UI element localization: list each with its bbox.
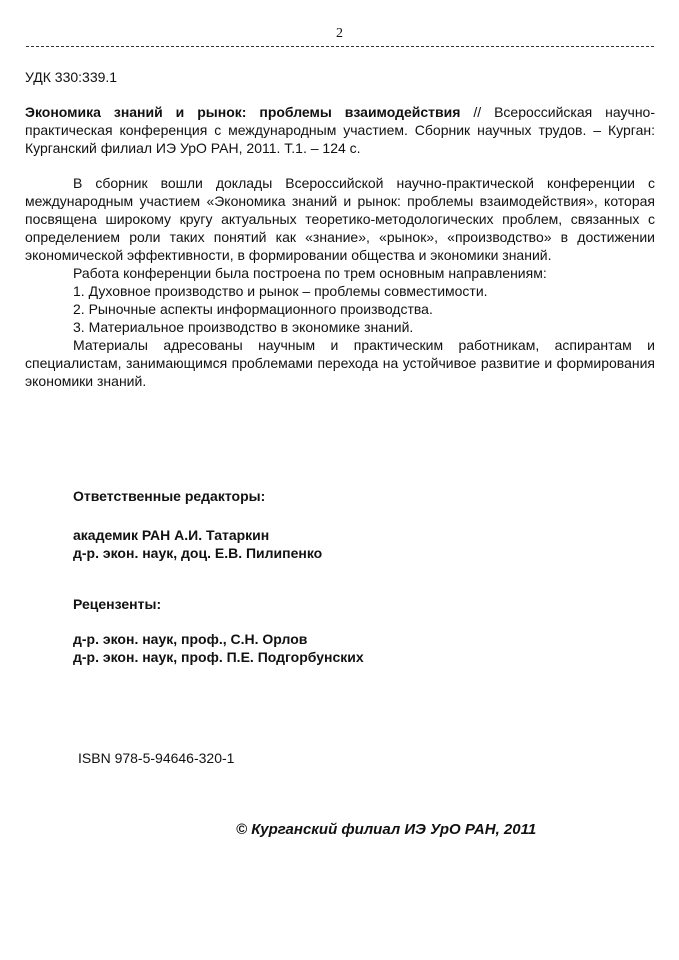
abstract — [25, 174, 655, 390]
direction-item-2: 2. Рыночные аспекты информационного производства. — [73, 301, 433, 317]
editors-heading: Ответственные редакторы: — [73, 488, 266, 504]
editors-list — [73, 526, 322, 562]
reviewers-list — [73, 630, 364, 666]
editor-name: д-р. экон. наук, доц. Е.В. Пилипенко — [73, 545, 323, 561]
bibliographic-citation — [25, 103, 655, 157]
direction-item-3: 3. Материальное производство в экономике знаний. — [73, 319, 414, 335]
reviewer-name: д-р. экон. наук, проф. П.Е. Подгорбунских — [73, 649, 364, 665]
udc-code: УДК 330:339.1 — [25, 69, 118, 85]
direction-item-1: 1. Духовное производство и рынок – проблемы совместимости. — [73, 283, 488, 299]
citation-title: Экономика знаний и рынок: проблемы взаимодействия — [25, 104, 461, 120]
header-divider — [26, 46, 654, 47]
reviewer-name: д-р. экон. наук, проф., С.Н. Орлов — [73, 631, 308, 647]
reviewers-heading: Рецензенты: — [73, 596, 162, 612]
abstract-paragraph-1: В сборник вошли доклады Всероссийской научно-практической конференции с международным участием «Экономика знаний и рынок: проблемы взаимодействия», которая посвящена широкому кругу актуальных теоретико-методологических проблем, связанных с определением роли таких понятий как «знание», «рынок», «производство» в достижении экономической эффективности, в формировании общества и экономики знаний. — [25, 175, 655, 263]
citation-details: // Всероссийская научно-практическая конференция с международным участием. Сборник научных трудов. – Курган: Курганский филиал ИЭ УрО РАН, 2011. Т.1. – 124 с. — [25, 104, 655, 156]
abstract-paragraph-2: Работа конференции была построена по трем основным направлениям: — [73, 265, 547, 281]
page-number: 2 — [336, 26, 343, 41]
copyright-notice: © Курганский филиал ИЭ УрО РАН, 2011 — [236, 821, 537, 838]
abstract-paragraph-3: Материалы адресованы научным и практическим работникам, аспирантам и специалистам, занимающимся проблемами перехода на устойчивое развитие и формирования экономики знаний. — [25, 337, 655, 389]
editor-name: академик РАН А.И. Татаркин — [73, 527, 270, 543]
isbn: ISBN 978-5-94646-320-1 — [78, 750, 235, 766]
